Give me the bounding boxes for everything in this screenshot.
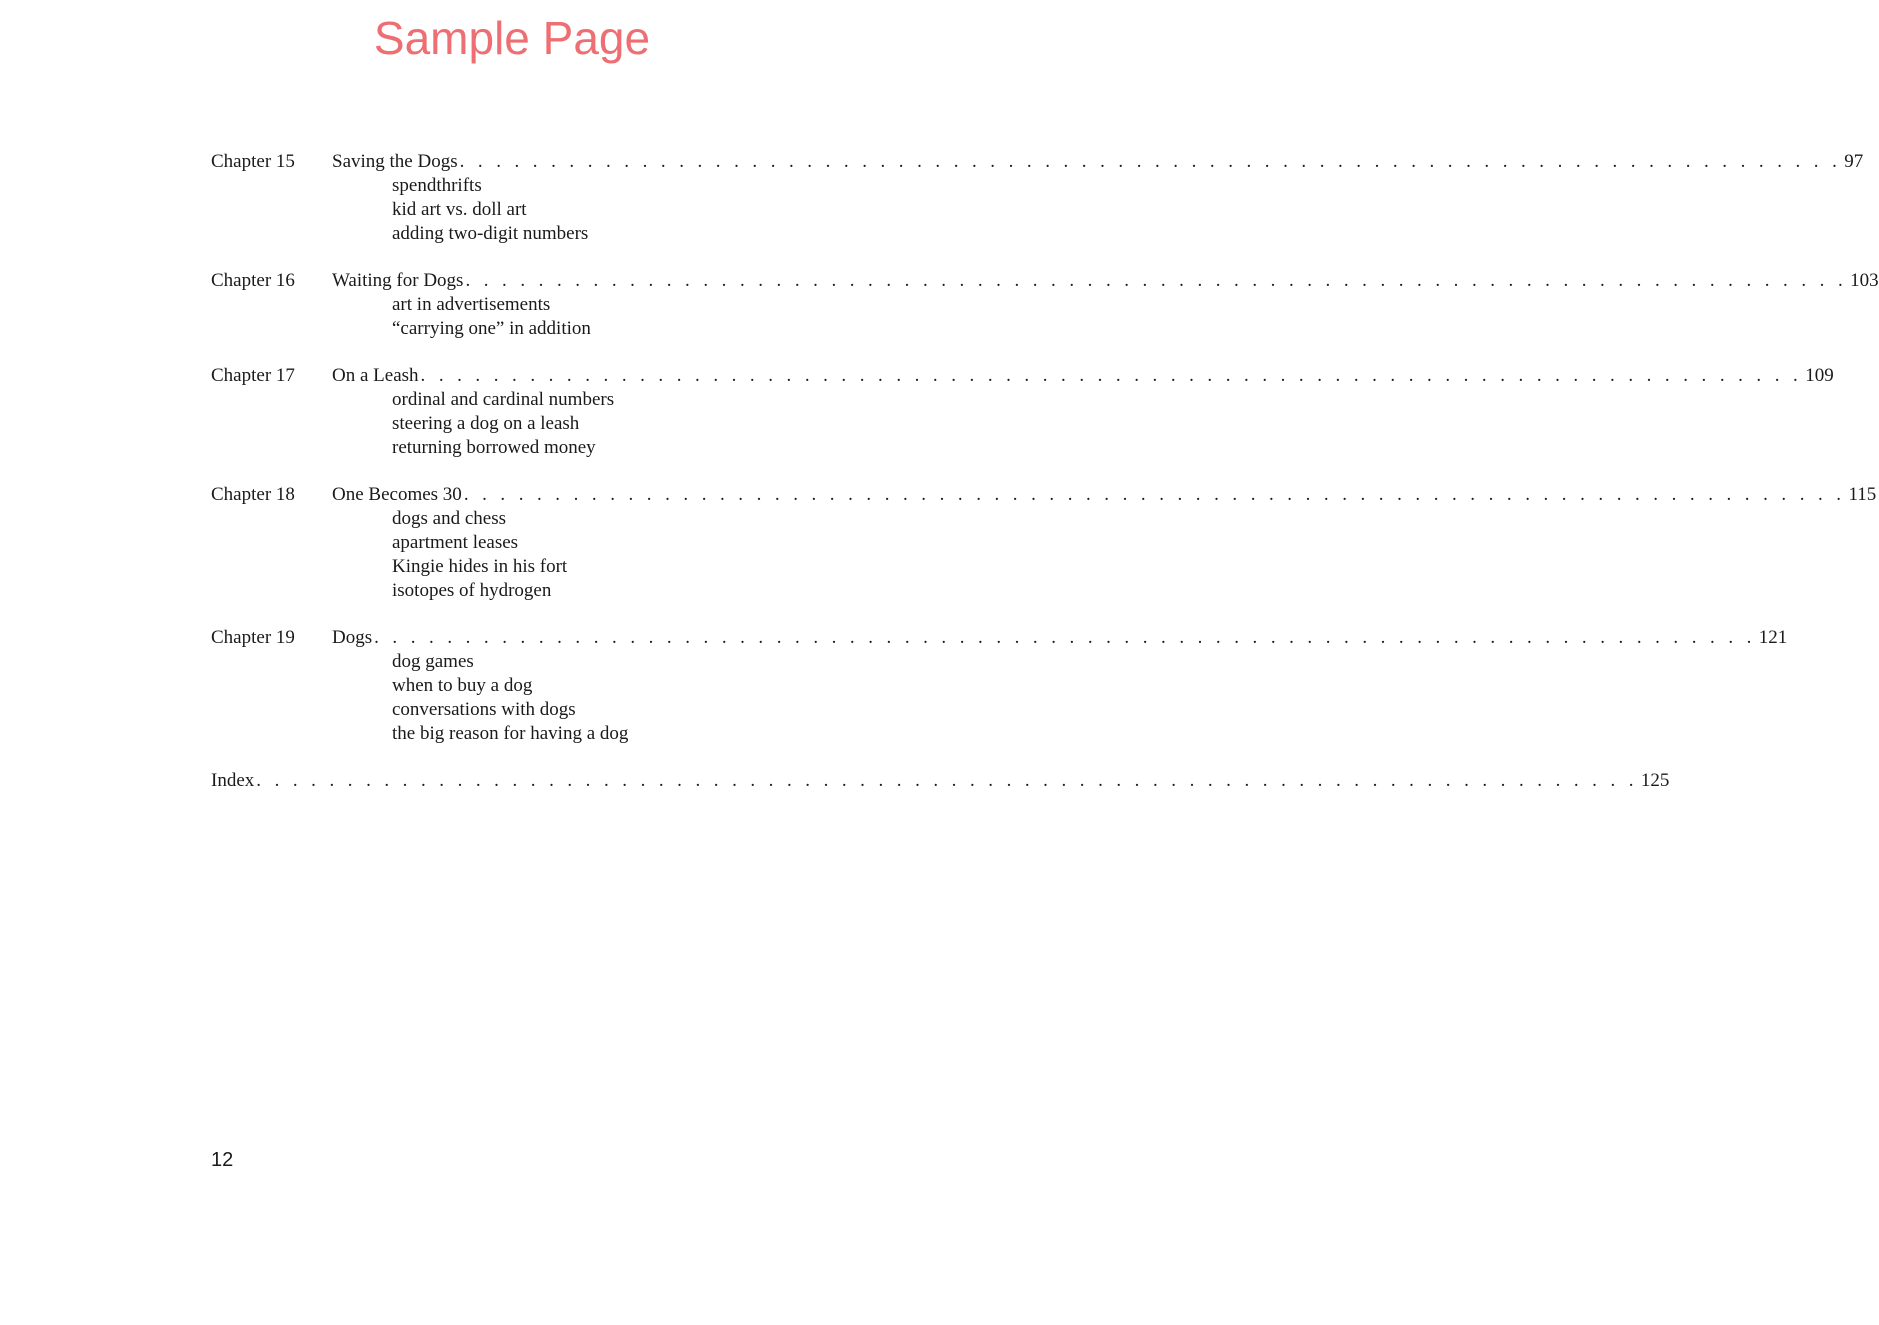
topic-item: apartment leases [392, 532, 519, 553]
chapter-label: Chapter 17 [211, 365, 295, 386]
title-with-leader [332, 626, 1756, 650]
toc-entry-row [211, 364, 1834, 388]
sample-page-watermark: Sample Page [373, 12, 651, 64]
index-title: Index [211, 770, 255, 791]
topic-item: steering a dog on a leash [392, 413, 580, 434]
chapter-label: Chapter 15 [211, 151, 295, 172]
topic-item: adding two-digit numbers [392, 223, 589, 244]
topic-item: kid art vs. doll art [392, 199, 527, 220]
dot-leader: . . . . . . . . . . . . . . . . . . . . . . . . . . . . . . . . . . . . . . . . . . . . . . . . . . . . . . . . . . . . . . . . . . . . . . . . . . . . [374, 627, 1756, 648]
chapter-page-number: 109 [1805, 365, 1834, 386]
topic-item: dog games [392, 651, 474, 672]
chapter-topics [211, 507, 813, 603]
toc-entry-index[interactable] [211, 769, 1670, 793]
topic-item: spendthrifts [392, 175, 482, 196]
title-with-leader [332, 269, 1847, 293]
chapter-label: Chapter 19 [211, 627, 295, 648]
topic-item: art in advertisements [392, 294, 551, 315]
chapter-label: Chapter 16 [211, 270, 295, 291]
dot-leader: . . . . . . . . . . . . . . . . . . . . . . . . . . . . . . . . . . . . . . . . . . . . . . . . . . . . . . . . . . . . . . . . . . . . . . . . . . . . [420, 365, 1803, 386]
chapter-topics [211, 174, 813, 246]
dot-leader: . . . . . . . . . . . . . . . . . . . . . . . . . . . . . . . . . . . . . . . . . . . . . . . . . . . . . . . . . . . . . . . . . . . . . . . . . . . . [465, 270, 1848, 291]
toc-entry-chapter-17[interactable] [211, 364, 1834, 460]
dot-leader: . . . . . . . . . . . . . . . . . . . . . . . . . . . . . . . . . . . . . . . . . . . . . . . . . . . . . . . . . . . . . . . . . . . . . . . . . . . . [256, 770, 1638, 791]
toc-entry-chapter-19[interactable] [211, 626, 1788, 746]
toc-entry-row [211, 150, 1864, 174]
toc-entry-row [211, 626, 1788, 650]
topic-item: dogs and chess [392, 508, 506, 529]
topic-item: “carrying one” in addition [392, 318, 591, 339]
chapter-page-number: 115 [1848, 484, 1877, 505]
chapter-title: Waiting for Dogs [332, 270, 464, 291]
chapter-page-number: 121 [1758, 627, 1788, 648]
title-with-leader [332, 364, 1802, 388]
toc-entry-chapter-16[interactable] [211, 269, 1879, 341]
chapter-title: Dogs [332, 627, 373, 648]
toc-entry-chapter-18[interactable] [211, 483, 1877, 603]
chapter-title: One Becomes 30 [332, 484, 462, 505]
chapter-page-number: 103 [1850, 270, 1879, 291]
dot-leader: . . . . . . . . . . . . . . . . . . . . . . . . . . . . . . . . . . . . . . . . . . . . . . . . . . . . . . . . . . . . . . . . . . . . . . . . . . . . [459, 151, 1842, 172]
topic-item: the big reason for having a dog [392, 723, 629, 744]
topic-item: returning borrowed money [392, 437, 596, 458]
dot-leader: . . . . . . . . . . . . . . . . . . . . . . . . . . . . . . . . . . . . . . . . . . . . . . . . . . . . . . . . . . . . . . . . . . . . . . . . . . . . [463, 484, 1846, 505]
chapter-topics [211, 388, 813, 460]
toc-entry-row [211, 483, 1877, 507]
title-with-leader [332, 483, 1845, 507]
chapter-title: Saving the Dogs [332, 151, 458, 172]
topic-item: isotopes of hydrogen [392, 580, 552, 601]
index-page-number: 125 [1640, 770, 1670, 791]
table-of-contents [211, 150, 1879, 793]
topic-item: ordinal and cardinal numbers [392, 389, 615, 410]
topic-item: Kingie hides in his fort [392, 556, 568, 577]
page-number: 12 [211, 1149, 234, 1171]
topic-item: conversations with dogs [392, 699, 576, 720]
toc-entry-row [211, 269, 1879, 293]
topic-item: when to buy a dog [392, 675, 533, 696]
chapter-page-number: 97 [1844, 151, 1864, 172]
chapter-topics [211, 650, 813, 746]
chapter-topics [211, 293, 813, 341]
toc-entry-chapter-15[interactable] [211, 150, 1864, 246]
title-with-leader [332, 150, 1841, 174]
chapter-label: Chapter 18 [211, 484, 295, 505]
chapter-title: On a Leash [332, 365, 419, 386]
